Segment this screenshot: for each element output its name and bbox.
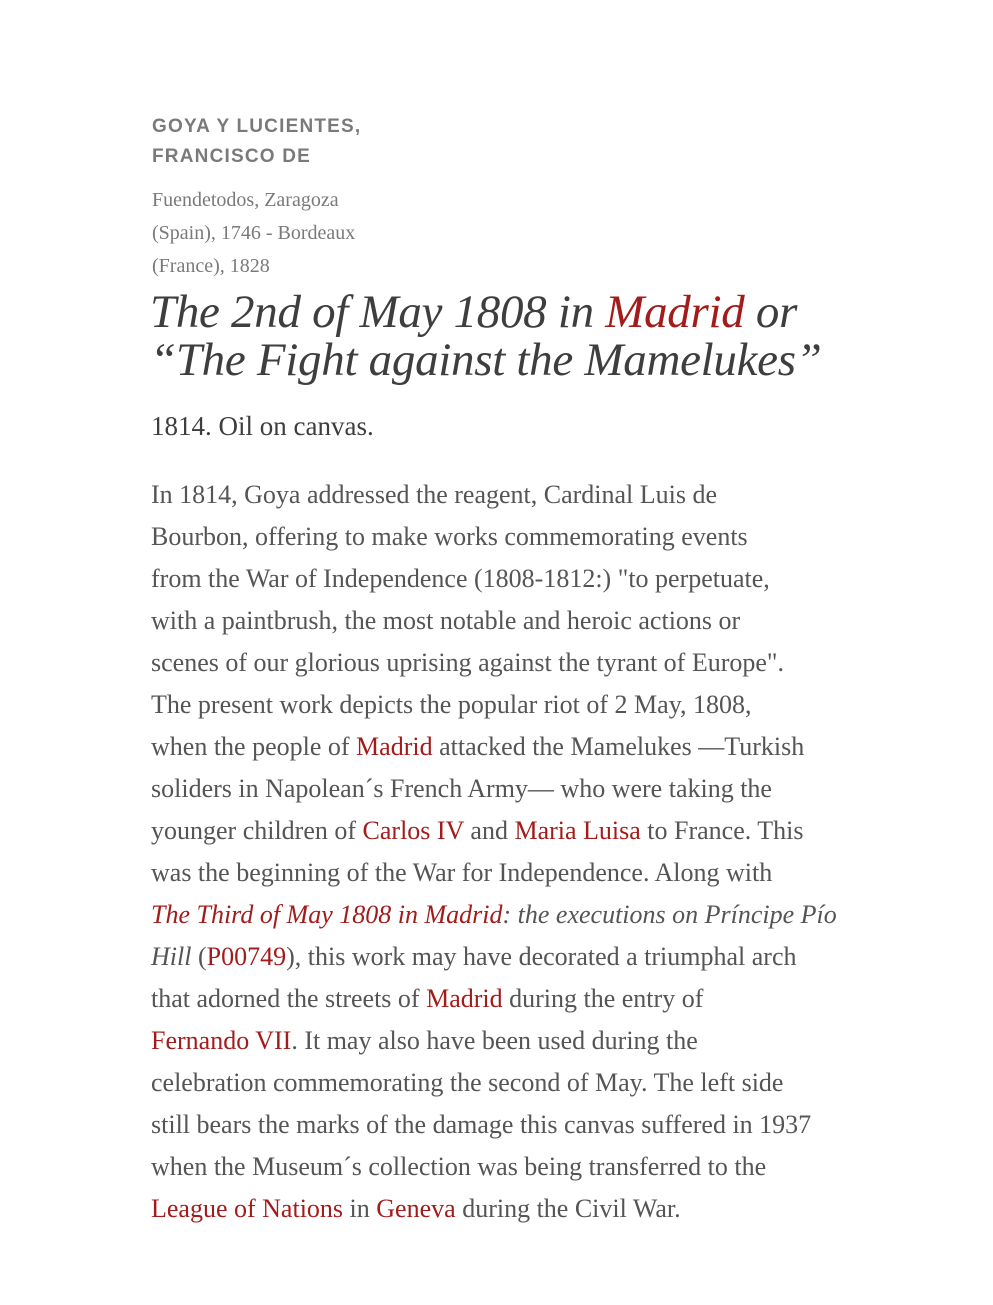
description-text: during the Civil War. — [455, 1194, 681, 1223]
description-line: was the beginning of the War for Independence. Along with — [151, 858, 773, 887]
description-line: still bears the marks of the damage this canvas suffered in 1937 — [151, 1110, 812, 1139]
artist-bio-line-2: (Spain), 1746 - Bordeaux — [152, 222, 356, 244]
description-line — [151, 894, 971, 936]
description-line — [151, 726, 971, 768]
artist-bio — [152, 184, 392, 283]
description-line — [151, 936, 971, 978]
work-title-text-2: or — [744, 286, 798, 338]
work-description — [151, 474, 971, 1230]
madrid-link[interactable]: Madrid — [356, 732, 433, 761]
third-of-may-link[interactable]: The Third of May 1808 in Madrid — [151, 900, 503, 929]
description-text: . It may also have been used during the — [291, 1026, 698, 1055]
description-line: celebration commemorating the second of May. The left side — [151, 1068, 784, 1097]
description-text: and — [463, 816, 515, 845]
description-line: scenes of our glorious uprising against the tyrant of Europe". — [151, 648, 785, 677]
work-title-line-2: “The Fight against the Mamelukes” — [150, 334, 822, 386]
artist-name-line-1: GOYA Y LUCIENTES, — [152, 116, 362, 137]
description-text: : the executions on Príncipe Pío — [502, 900, 837, 929]
p00749-link[interactable]: P00749 — [206, 942, 287, 971]
description-line: The present work depicts the popular riot of 2 May, 1808, — [151, 690, 752, 719]
description-line: when the Museum´s collection was being transferred to the — [151, 1152, 767, 1181]
description-text: when the people of — [151, 732, 357, 761]
description-line: In 1814, Goya addressed the reagent, Cardinal Luis de — [151, 480, 718, 509]
description-text: in — [343, 1194, 377, 1223]
work-title-line-1 — [150, 288, 950, 336]
description-line: with a paintbrush, the most notable and heroic actions or — [151, 606, 741, 635]
work-title — [150, 288, 950, 384]
description-text: Hill — [151, 942, 192, 971]
description-text: to France. This — [640, 816, 804, 845]
description-text: attacked the Mamelukes —Turkish — [432, 732, 805, 761]
artist-bio-line-3: (France), 1828 — [152, 255, 270, 277]
description-text: ( — [191, 942, 207, 971]
description-line — [151, 1020, 971, 1062]
description-line — [151, 978, 971, 1020]
league-of-nations-link[interactable]: League of Nations — [151, 1194, 344, 1223]
work-title-text-1: The 2nd of May 1808 in — [150, 286, 606, 338]
fernando-vii-link[interactable]: Fernando VII — [151, 1026, 292, 1055]
artist-name-line-2: FRANCISCO DE — [152, 146, 312, 167]
description-text: younger children of — [151, 816, 363, 845]
geneva-link[interactable]: Geneva — [376, 1194, 456, 1223]
description-text: ), this work may have decorated a triumphal arch — [286, 942, 797, 971]
description-line — [151, 1188, 971, 1230]
artist-name — [152, 112, 452, 172]
description-line: from the War of Independence (1808-1812:) "to perpetuate, — [151, 564, 770, 593]
description-text: that adorned the streets of — [151, 984, 427, 1013]
maria-luisa-link[interactable]: Maria Luisa — [514, 816, 641, 845]
description-text: during the entry of — [502, 984, 704, 1013]
artist-bio-line-1: Fuendetodos, Zaragoza — [152, 189, 339, 211]
madrid-link[interactable]: Madrid — [426, 984, 503, 1013]
work-date-technique: 1814. Oil on canvas. — [151, 411, 374, 441]
description-line — [151, 810, 971, 852]
description-line: Bourbon, offering to make works commemorating events — [151, 522, 748, 551]
madrid-link[interactable]: Madrid — [605, 286, 745, 338]
description-line: soliders in Napolean´s French Army— who were taking the — [151, 774, 772, 803]
carlos-iv-link[interactable]: Carlos IV — [362, 816, 464, 845]
